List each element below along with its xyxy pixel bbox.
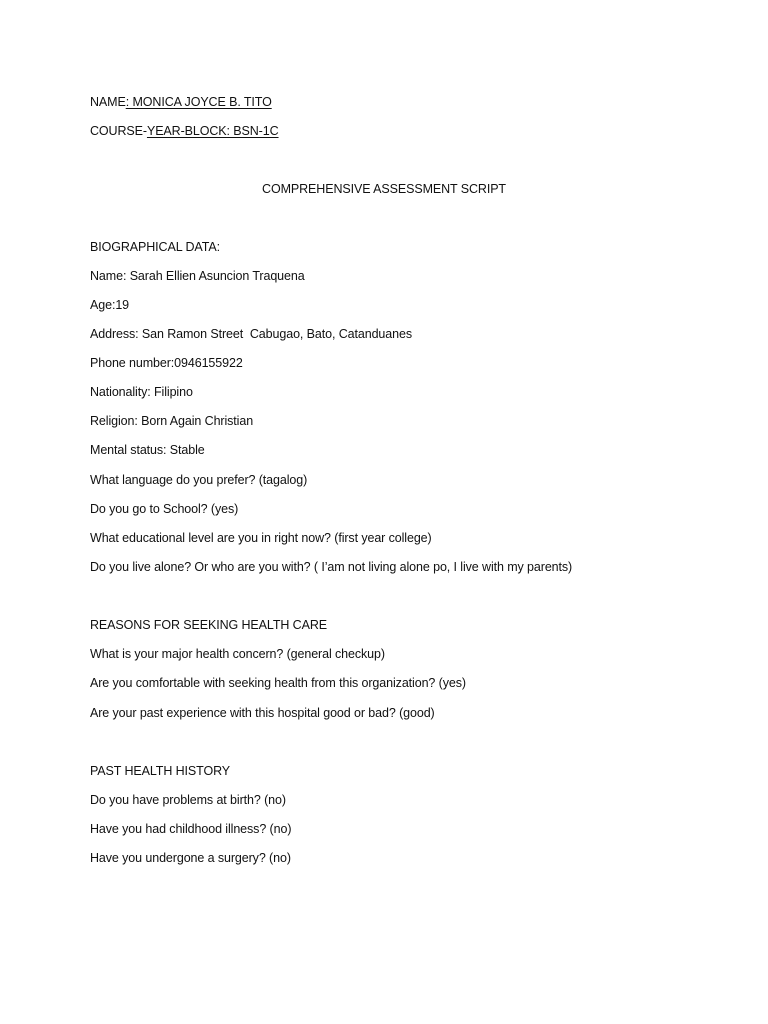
course-label: COURSE- — [90, 124, 147, 138]
bio-religion: Religion: Born Again Christian — [90, 414, 254, 428]
bio-language: What language do you prefer? (tagalog) — [90, 473, 308, 487]
bio-mental-status: Mental status: Stable — [90, 443, 205, 457]
bio-age: Age:19 — [90, 298, 130, 312]
bio-nationality: Nationality: Filipino — [90, 385, 193, 399]
bio-phone: Phone number:0946155922 — [90, 356, 243, 370]
student-name-line — [90, 94, 272, 110]
student-name-value: : MONICA JOYCE B. TITO — [125, 95, 272, 109]
reason-concern: What is your major health concern? (general checkup) — [90, 647, 385, 661]
reasons-heading: REASONS FOR SEEKING HEALTH CARE — [90, 618, 327, 632]
student-name-label: NAME — [90, 95, 126, 109]
history-birth: Do you have problems at birth? (no) — [90, 793, 286, 807]
biographical-heading: BIOGRAPHICAL DATA: — [90, 240, 220, 254]
reason-comfort: Are you comfortable with seeking health from this organization? (yes) — [90, 676, 466, 690]
course-value: YEAR-BLOCK: BSN-1C — [146, 124, 279, 138]
history-surgery: Have you undergone a surgery? (no) — [90, 851, 291, 865]
reason-experience: Are your past experience with this hospital good or bad? (good) — [90, 706, 435, 720]
bio-address: Address: San Ramon Street Cabugao, Bato, Catanduanes — [90, 327, 412, 341]
course-line — [90, 123, 279, 139]
bio-school: Do you go to School? (yes) — [90, 502, 239, 516]
bio-living-situation: Do you live alone? Or who are you with? ( I’am not living alone po, I live with my parents) — [90, 560, 573, 574]
bio-name: Name: Sarah Ellien Asuncion Traquena — [90, 269, 305, 283]
bio-education-level: What educational level are you in right now? (first year college) — [90, 531, 432, 545]
document-title: COMPREHENSIVE ASSESSMENT SCRIPT — [262, 182, 506, 196]
history-childhood-illness: Have you had childhood illness? (no) — [90, 822, 292, 836]
past-history-heading: PAST HEALTH HISTORY — [90, 764, 231, 778]
